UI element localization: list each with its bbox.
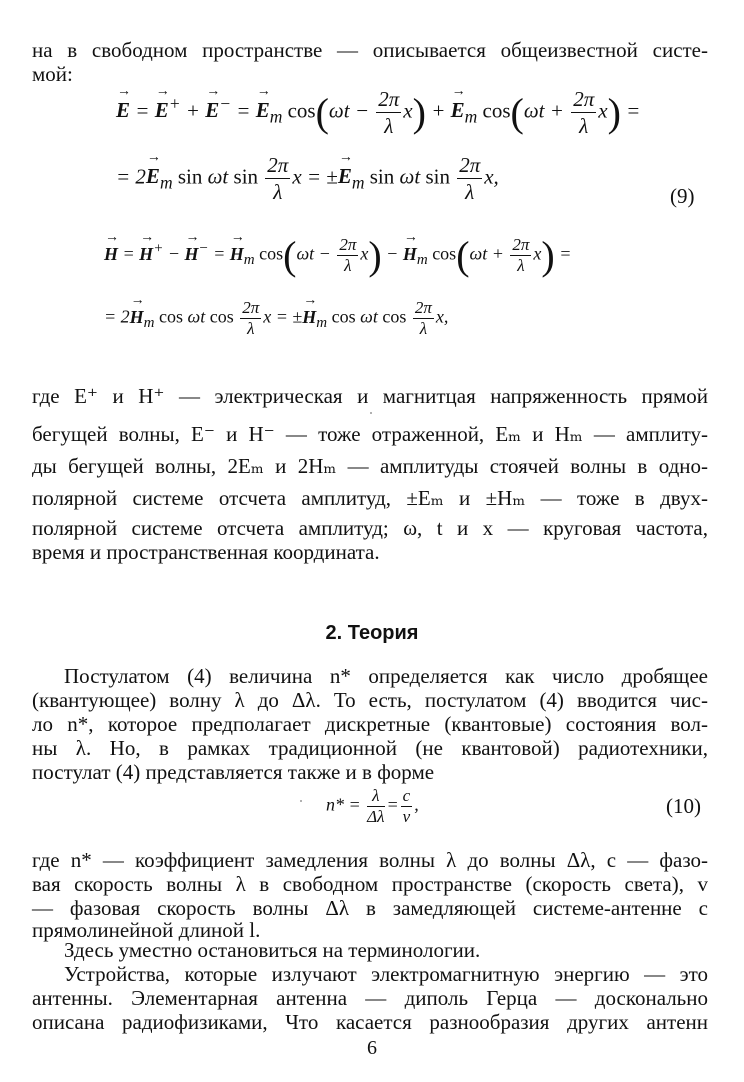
equation-h-line1: H → = $H \to^+ - H \to^- = H \to_m$ cos(ωt − $\frac{2\pi}{\lambda}$ $x) - H \to_m$ cos(ωt + $\frac{2\pi}{\lambda}$ x) = [104,232,571,279]
text-line: бегущей волны, E⁻ и H⁻ — тоже отраженной, Eₘ и Hₘ — амплиту- [32,422,708,446]
equation-h-line2: = $2H \to_m$ cos ωt cos $\frac{2\pi}{\lambda}$ $x = \pm H \to_m$ cos ωt cos $\frac{2\pi}{\lambda}$ x, [104,298,448,339]
text-line: (квантующее) волну λ до Δλ. То есть, постулатом (4) вводится чис- [32,688,708,712]
text-line: Здесь уместно остановиться на терминологии. [64,938,481,962]
text-line: антенны. Элементарная антенна — диполь Герца — досконально [32,986,708,1010]
text-line: постулат (4) представляется также и в форме [32,760,435,784]
text-line: вая скорость волны λ в свободном пространстве (скорость света), v [32,872,708,896]
text-line: ды бегущей волны, 2Eₘ и 2Hₘ — амплитуды стоячей волны в одно- [32,454,708,478]
text-line: Постулатом (4) величина n* определяется как число дробящее [64,664,708,688]
text-line: ло n*, которое предполагает дискретные (квантовые) состояния вол- [32,712,708,736]
equation-number-10: (10) [666,794,701,818]
text-line: на в свободном пространстве — описывается общеизвестной систе- [32,38,708,62]
text-line: прямолинейной длиной l. [32,918,261,942]
equation-10: n* = $\frac{\lambda}{\Delta\lambda}$ = $\frac{c}{v}$ , [326,786,419,826]
text-line: — фазовая скорость волны Δλ в замедляющей системе-антенне с [32,896,708,920]
text-line: где E⁺ и H⁺ — электрическая и магнитцая напряженность прямой [32,384,708,408]
equation-e-line2: = $2E \to_m$ sin ωt sin $\frac{2\pi}{\lambda}$ $x = \pm E \to_m$ sin ωt sin $\frac{2\pi}{\lambda}$ x, [116,152,499,205]
equation-e-line1: E → = $E \to^+ + E \to^- = E \to_m$ cos(ωt − $\frac{2\pi}{\lambda}$ $x) + E \to_m$ cos(ωt + $\frac{2\pi}{\lambda}$ x) = [116,86,640,139]
scan-speck [370,412,372,414]
section-heading: 2. Теория [325,622,419,644]
text-line: полярной системе отсчета амплитуд; ω, t и x — круговая частота, [32,516,708,540]
text-line: Устройства, которые излучают электромагнитную энергию — это [64,962,708,986]
page-number: 6 [367,1037,377,1059]
text-line: полярной системе отсчета амплитуд, ±Eₘ и ±Hₘ — тоже в двух- [32,486,708,510]
text-line: мой: [32,62,73,86]
text-line: где n* — коэффициент замедления волны λ до волны Δλ, c — фазо- [32,848,708,872]
equation-number-9: (9) [670,184,695,208]
scan-speck [300,800,302,802]
text-line: время и пространственная координата. [32,540,380,564]
text-line: ны λ. Но, в рамках традиционной (не квантовой) радиотехники, [32,736,708,760]
text-line: описана радиофизиками, Что касается разнообразия других антенн [32,1010,708,1034]
